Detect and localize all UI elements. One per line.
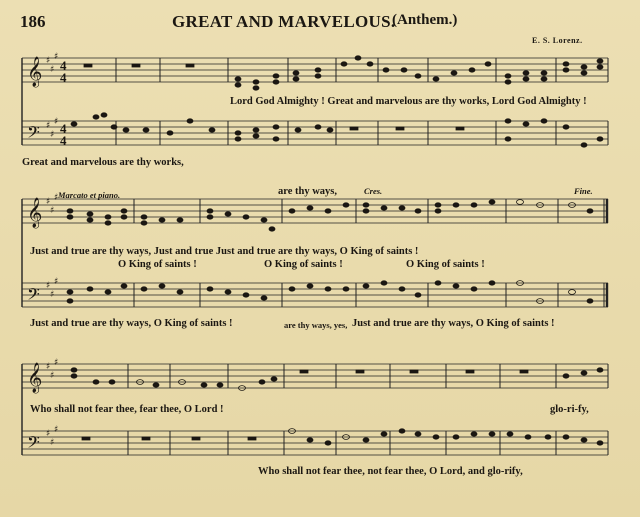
lyrics-s3-treble: Who shall not fear thee, fear thee, O Lord ! [30, 404, 224, 415]
svg-text:♯: ♯ [54, 277, 59, 287]
svg-text:♯: ♯ [50, 206, 55, 216]
svg-text:4: 4 [60, 121, 67, 136]
svg-text:♯: ♯ [50, 438, 55, 448]
svg-text:4: 4 [60, 58, 67, 73]
svg-text:♯: ♯ [46, 56, 51, 66]
lyrics-s2-treble: Just and true are thy ways, Just and true Just and true are thy ways, O King of saints ! [30, 246, 419, 257]
svg-text:♯: ♯ [54, 52, 59, 62]
treble-clef-icon: 𝄞 [27, 57, 43, 87]
lyrics-s2-bass-c: Just and true are thy ways, O King of saints ! [352, 318, 555, 329]
direction-marcato: Marcato et piano. [58, 190, 121, 200]
bass-clef-icon: 𝄢 [27, 122, 40, 146]
note-heads-s2-bass [67, 281, 593, 304]
bass-clef-icon: 𝄢 [27, 284, 40, 308]
lyrics-s1-bass: Great and marvelous are thy works, [22, 157, 184, 168]
note-heads-s1-treble [235, 56, 603, 90]
lyrics-s2-bass-b: are thy ways, yes, [284, 320, 348, 330]
staff-system3-bass [22, 431, 608, 455]
note-heads-s2-treble [67, 200, 593, 232]
note-heads-s1-bass [71, 113, 603, 147]
staff-system2-bass [22, 283, 608, 307]
treble-clef-icon: 𝄞 [27, 363, 43, 393]
lyrics-s2-treble-2c: O King of saints ! [406, 259, 485, 270]
staff-system2-treble [22, 199, 608, 223]
svg-text:♯: ♯ [54, 117, 59, 127]
lyrics-s3-glory: glo-ri-fy, [550, 404, 589, 415]
svg-text:♯: ♯ [54, 358, 59, 368]
lyrics-s2-bass-a: Just and true are thy ways, O King of saints ! [30, 318, 233, 329]
lyrics-s1-treble: Lord God Almighty ! Great and marvelous are thy works, Lord God Almighty ! [230, 96, 587, 107]
svg-text:♯: ♯ [46, 362, 51, 372]
svg-text:♯: ♯ [46, 121, 51, 131]
svg-text:♯: ♯ [54, 425, 59, 435]
svg-text:♯: ♯ [46, 197, 51, 207]
svg-text:♯: ♯ [50, 371, 55, 381]
lyrics-s2-above: are thy ways, [278, 186, 338, 197]
staff-system3-treble [22, 364, 608, 388]
svg-text:♯: ♯ [50, 130, 55, 140]
svg-text:♯: ♯ [54, 193, 59, 203]
staff-system1-bass [22, 121, 608, 145]
svg-text:♯: ♯ [50, 65, 55, 75]
direction-cres: Cres. [364, 186, 383, 196]
lyrics-s2-treble-2b: O King of saints ! [264, 259, 343, 270]
svg-text:♯: ♯ [50, 290, 55, 300]
lyrics-s2-treble-2a: O King of saints ! [118, 259, 197, 270]
composer-credit: E. S. Lorenz. [532, 36, 583, 45]
lyrics-s3-bass: Who shall not fear thee, not fear thee, O Lord, and glo-rify, [258, 466, 523, 477]
hymn-title: GREAT AND MARVELOUS. [172, 12, 396, 31]
direction-fine: Fine. [574, 186, 593, 196]
svg-text:4: 4 [60, 133, 67, 148]
bass-clef-icon: 𝄢 [27, 432, 40, 456]
svg-text:4: 4 [60, 70, 67, 85]
svg-text:♯: ♯ [46, 429, 51, 439]
hymn-subtitle: (Anthem.) [392, 12, 458, 28]
treble-clef-icon: 𝄞 [27, 198, 43, 228]
time-signature [60, 58, 67, 148]
page-number: 186 [20, 12, 46, 31]
svg-text:♯: ♯ [46, 281, 51, 291]
